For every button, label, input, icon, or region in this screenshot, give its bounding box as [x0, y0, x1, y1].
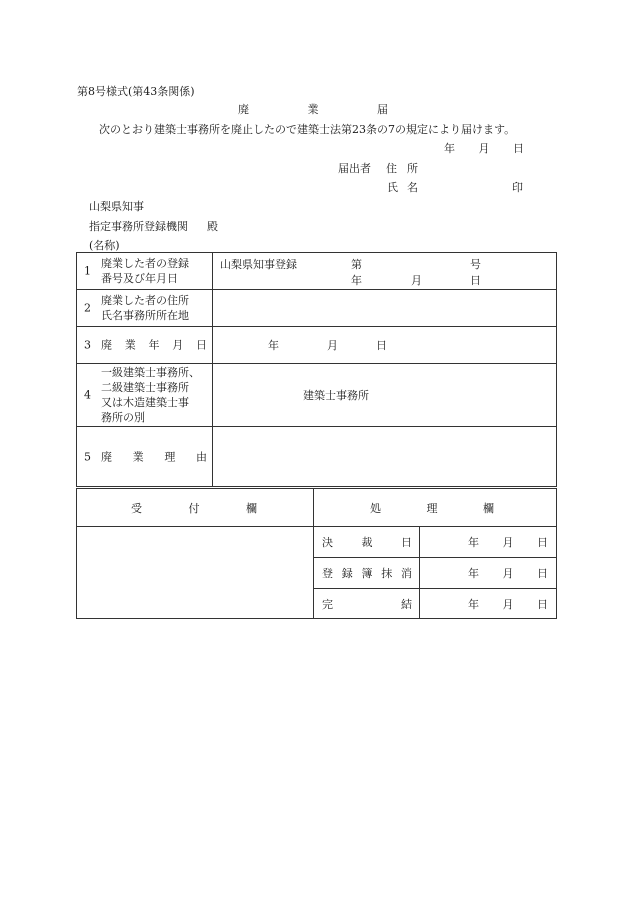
label-char: 日 [196, 338, 207, 352]
label-char: 廃 [101, 450, 112, 463]
header-char: 欄 [483, 501, 494, 515]
title-char: 届 [377, 103, 388, 116]
label-char: 業 [124, 338, 136, 352]
decision-date-cell[interactable] [420, 527, 557, 558]
registration-month: 月 [411, 274, 422, 287]
register-date-cell[interactable] [420, 558, 557, 589]
label-char: 由 [195, 450, 207, 463]
date-day: 日 [513, 142, 524, 155]
table-row [77, 253, 557, 290]
row-label [77, 253, 213, 290]
label-line: 又は木造建築士事 [101, 396, 189, 409]
address-value[interactable] [213, 290, 557, 327]
complete-label-cell [314, 589, 420, 619]
addressee-name-note: (名称) [89, 239, 120, 252]
decision-label: 決 裁 日 [322, 536, 412, 549]
header-char: 付 [188, 501, 200, 515]
complete-label: 完 結 [322, 597, 412, 611]
label-line: 一級建築士事務所、 [101, 366, 200, 379]
complete-date: 年 月 日 [468, 597, 548, 611]
registration-prefix: 山梨県知事登録 [220, 258, 297, 271]
label-line: 務所の別 [101, 411, 145, 424]
label-line: 二級建築士事務所 [101, 381, 189, 394]
title-char: 廃 [238, 103, 249, 116]
registration-go: 号 [470, 258, 481, 271]
name-label-char: 氏 [387, 181, 398, 194]
table-row [77, 327, 557, 364]
row-number: 1 [84, 264, 91, 278]
office-type-text: 建築士事務所 [303, 389, 369, 402]
row-number: 4 [84, 388, 91, 402]
row-number: 3 [84, 338, 91, 352]
processing-header [314, 489, 557, 527]
date-month: 月 [478, 142, 490, 155]
decision-label-cell [314, 527, 420, 558]
decision-date: 年 月 日 [468, 536, 548, 549]
addressee-honorific: 殿 [207, 220, 218, 233]
closure-date-value[interactable] [213, 327, 557, 364]
label-char: 月 [172, 338, 184, 352]
label-char: 理 [164, 450, 176, 463]
row-number: 2 [84, 301, 91, 315]
office-use-table [76, 488, 557, 619]
row-label [77, 364, 213, 427]
table-row [77, 364, 557, 427]
reception-cell[interactable] [77, 527, 314, 619]
header-char: 理 [426, 501, 438, 515]
applicant-address-row [338, 163, 418, 174]
label-char: 廃 [101, 338, 112, 352]
addressee-governor: 山梨県知事 [89, 200, 144, 213]
row-label-text [101, 365, 200, 425]
header-char: 欄 [246, 501, 257, 515]
row-label-text [101, 293, 189, 323]
document-title [238, 104, 388, 115]
label-char: 業 [132, 450, 144, 463]
addressee-agency: 指定事務所登録機関 [89, 220, 188, 233]
table-row [77, 489, 557, 527]
complete-date-cell[interactable] [420, 589, 557, 619]
registration-dai: 第 [351, 258, 362, 271]
label-line: 番号及び年月日 [101, 272, 178, 285]
registration-year: 年 [351, 274, 362, 287]
closure-month: 月 [327, 339, 338, 352]
row-label [77, 327, 213, 364]
notification-table [76, 252, 557, 487]
row-label [77, 427, 213, 487]
label-char: 年 [148, 338, 160, 352]
closure-reason-value[interactable] [213, 427, 557, 487]
register-date: 年 月 日 [468, 567, 548, 580]
table-row [77, 527, 557, 558]
applicant-name-row [387, 182, 418, 193]
row-label [77, 290, 213, 327]
row-label-text [101, 256, 189, 286]
statement-text: 次のとおり建築士事務所を廃止したので建築士法第23条の7の規定により届けます。 [99, 123, 516, 136]
row-label-text [101, 449, 207, 464]
table-row [77, 290, 557, 327]
register-label-cell [314, 558, 420, 589]
reception-header [77, 489, 314, 527]
closure-year: 年 [268, 339, 279, 352]
row-label-text [101, 338, 207, 353]
date-year: 年 [444, 142, 455, 155]
label-line: 廃業した者の住所 [101, 294, 189, 307]
label-line: 氏名事務所所在地 [101, 309, 189, 322]
office-type-value[interactable] [213, 364, 557, 427]
applicant-label: 届出者 [338, 162, 371, 175]
registration-day: 日 [470, 274, 481, 287]
closure-day: 日 [376, 339, 387, 352]
table-row [77, 427, 557, 487]
title-char: 業 [307, 103, 319, 116]
form-number: 第8号様式(第43条関係) [77, 85, 195, 98]
header-char: 処 [370, 501, 381, 515]
register-label: 登 録 簿 抹 消 [322, 567, 412, 580]
row-number: 5 [84, 450, 91, 463]
registration-value[interactable] [213, 253, 557, 290]
header-char: 受 [131, 501, 142, 515]
label-line: 廃業した者の登録 [101, 257, 189, 270]
name-label-char: 名 [407, 181, 418, 194]
seal-mark: 印 [512, 181, 523, 194]
address-label-char: 住 [386, 162, 397, 175]
address-label-char: 所 [407, 162, 418, 175]
submission-date-line [444, 143, 524, 154]
